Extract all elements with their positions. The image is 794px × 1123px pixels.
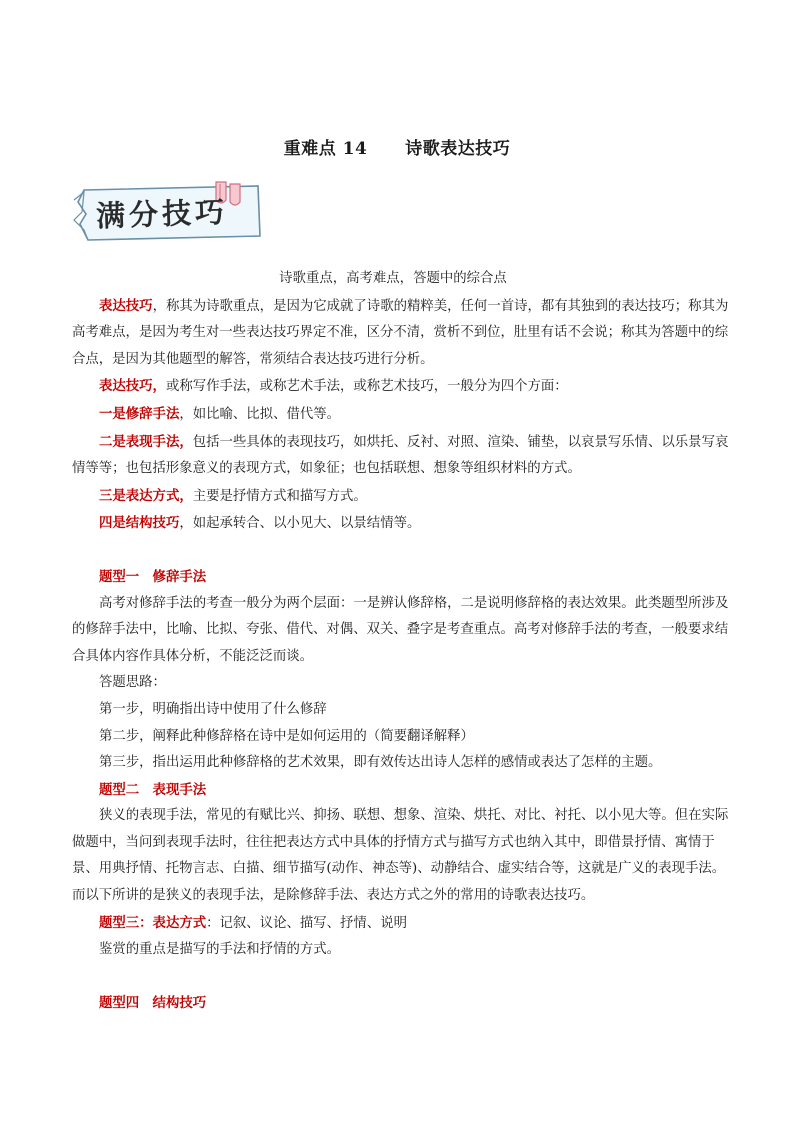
paragraph-text: ，如起承转合、以小见大、以景结情等。 [179, 516, 421, 532]
document-body [72, 266, 732, 1016]
answer-step-1: 第一步，明确指出诗中使用了什么修辞 [99, 701, 327, 717]
highlight: 一是修辞手法 [99, 405, 180, 422]
highlight: 二是表现手法， [99, 433, 193, 450]
page-title [0, 134, 794, 159]
intro-item-2 [72, 429, 732, 483]
paragraph-text: 主要是抒情方式和描写方式。 [192, 488, 367, 504]
highlight: 四是结构技巧 [99, 515, 180, 532]
highlight: 表达技巧 [99, 297, 153, 314]
answer-step-3: 第三步，指出运用此种修辞格的艺术效果，即有效传达出诗人怎样的感情或表达了怎样的主题。 [99, 755, 662, 771]
full-marks-banner [70, 180, 266, 244]
rhetoric-paragraph: 高考对修辞手法的考查一般分为两个层面：一是辨认修辞格，二是说明修辞格的表达效果。此类题型所涉及的修辞手法中，比喻、比拟、夸张、借代、对偶、双关、叠字是考查重点。高考对修辞手法的考查，一般要求结合具体内容作具体分析，不能泛泛而谈。 [72, 595, 729, 664]
modes-paragraph: 鉴赏的重点是描写的手法和抒情的方式。 [99, 942, 341, 958]
highlight: 题型三：表达方式 [99, 914, 207, 931]
section-heading-rhetoric: 题型一 修辞手法 [99, 568, 207, 585]
intro-item-1 [72, 401, 732, 429]
section-heading-structure: 题型四 结构技巧 [99, 994, 207, 1011]
banner-title: 满分技巧 [95, 194, 229, 234]
highlight: 三是表达方式， [99, 487, 193, 504]
intro-item-4 [72, 510, 732, 538]
intro-paragraph-2 [72, 373, 732, 401]
expression-paragraph: 狭义的表现手法，常见的有赋比兴、抑扬、联想、想象、渲染、烘托、对比、衬托、以小见大等。但在实际做题中，当问到表现手法时，往往把表达方式中具体的抒情方式与描写方式也纳入其中，即借景抒情、寓情于景、用典抒情、托物言志、白描、细节描写(动作、神态等)、动静结合、虚实结合等，这就是广义的表现手法。而以下所讲的是狭义的表现手法，是除修辞手法、表达方式之外的常用的诗歌表达技巧。 [72, 808, 729, 904]
intro-item-3 [72, 483, 732, 511]
intro-paragraph-1 [72, 293, 732, 374]
paragraph-text: 或称写作手法，或称艺术手法，或称艺术技巧，一般分为四个方面： [165, 379, 568, 395]
section-heading-expression: 题型二 表现手法 [99, 781, 207, 798]
answer-step-2: 第二步，阐释此种修辞格在诗中是如何运用的（简要翻译解释） [99, 728, 474, 744]
paragraph-text: ：记叙、议论、描写、抒情、说明 [206, 915, 407, 931]
intro-summary: 诗歌重点，高考难点，答题中的综合点 [279, 271, 507, 286]
paragraph-text: ，如比喻、比拟、借代等。 [179, 406, 341, 422]
highlight: 表达技巧， [99, 378, 166, 395]
paragraph-text: 包括一些具体的表现技巧，如烘托、反衬、对照、渲染、铺垫，以哀景写乐情、以乐景写哀情等等；也包括形象意义的表现方式，如象征；也包括联想、想象等组织材料的方式。 [72, 434, 729, 477]
title-prefix: 重难点 14 [283, 139, 368, 159]
paragraph-text: ，称其为诗歌重点，是因为它成就了诗歌的精粹美，任何一首诗，都有其独到的表达技巧；称其为高考难点，是因为考生对一些表达技巧界定不准，区分不清，赏析不到位，肚里有话不会说；称其为答题中的综合点，是因为其他题型的解答，常须结合表达技巧进行分析。 [72, 298, 729, 367]
answer-approach-label: 答题思路： [99, 675, 166, 691]
section-heading-modes [72, 910, 732, 938]
title-main: 诗歌表达技巧 [405, 139, 511, 159]
